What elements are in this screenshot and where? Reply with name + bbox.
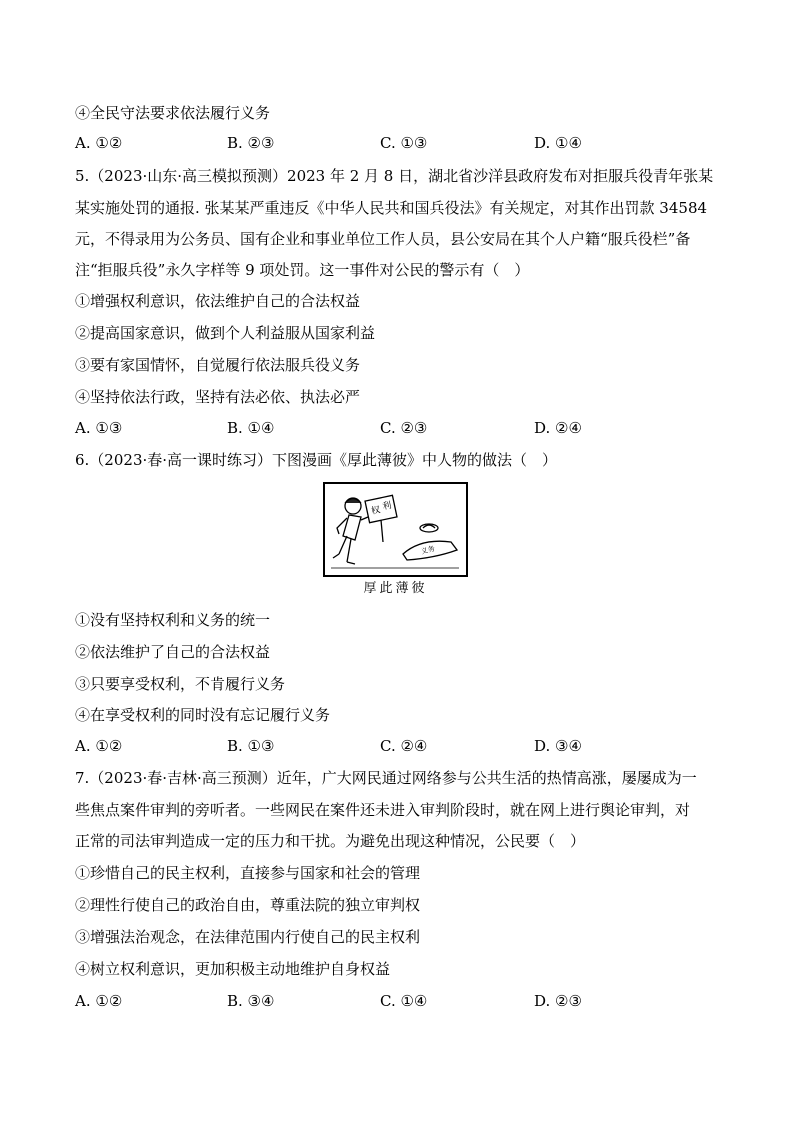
- cartoon-sign-right: 利: [381, 500, 393, 513]
- q5-option-d: D. ②④: [534, 419, 582, 437]
- q4-option-a: A. ①②: [75, 134, 123, 152]
- q7-statement-1: ①珍惜自己的民主权利，直接参与国家和社会的管理: [75, 864, 421, 882]
- q7-statement-3: ③增强法治观念，在法律范围内行使自己的民主权利: [75, 928, 421, 946]
- q5-option-c: C. ②③: [380, 419, 428, 437]
- q5-statement-2: ②提高国家意识，做到个人利益服从国家利益: [75, 324, 376, 342]
- q7-option-d: D. ②③: [534, 992, 582, 1010]
- q5-statement-4: ④坚持依法行政，坚持有法必依、执法必严: [75, 388, 361, 406]
- cartoon-drawing: [325, 484, 466, 575]
- q7-options: [75, 991, 725, 1011]
- q7-stem-line-2: 些焦点案件审判的旁听者。一些网民在案件还未进入审判阶段时，就在网上进行舆论审判，对: [75, 801, 691, 819]
- q5-statement-1: ①增强权利意识，依法维护自己的合法权益: [75, 292, 361, 310]
- q6-stem: 6.（2023·春·高一课时练习）下图漫画《厚此薄彼》中人物的做法（ ）: [75, 451, 558, 469]
- q4-option-c: C. ①③: [380, 134, 428, 152]
- q7-stem-line-3: 正常的司法审判造成一定的压力和干扰。为避免出现这种情况，公民要（ ）: [75, 832, 586, 850]
- q5-option-b: B. ①④: [227, 419, 275, 437]
- q6-option-d: D. ③④: [534, 737, 582, 755]
- q7-option-a: A. ①②: [75, 992, 123, 1010]
- cartoon-caption: 厚此薄彼: [363, 581, 428, 596]
- q6-statement-4: ④在享受权利的同时没有忘记履行义务: [75, 706, 331, 724]
- q5-statement-3: ③要有家国情怀，自觉履行依法服兵役义务: [75, 356, 361, 374]
- q4-statement-4: ④全民守法要求依法履行义务: [75, 104, 271, 122]
- q6-statement-3: ③只要享受权利，不肯履行义务: [75, 675, 286, 693]
- cartoon-paper-text: 义务: [420, 544, 436, 556]
- q4-option-b: B. ②③: [227, 134, 275, 152]
- q6-statement-2: ②依法维护了自己的合法权益: [75, 643, 271, 661]
- q4-option-d: D. ①④: [534, 134, 582, 152]
- q7-option-c: C. ①④: [380, 992, 428, 1010]
- q7-stem-line-1: 7.（2023·春·吉林·高三预测）近年，广大网民通过网络参与公共生活的热情高涨，屡屡成为一: [75, 769, 697, 787]
- q6-options: [75, 736, 725, 756]
- q5-stem-line-2: 某实施处罚的通报. 张某某严重违反《中华人民共和国兵役法》有关规定，对其作出罚款 34584: [75, 199, 708, 217]
- q5-option-a: A. ①③: [75, 419, 123, 437]
- q5-stem-line-4: 注“拒服兵役”永久字样等 9 项处罚。这一事件对公民的警示有（ ）: [75, 261, 530, 279]
- q6-option-b: B. ①③: [227, 737, 275, 755]
- q5-stem-line-3: 元，不得录用为公务员、国有企业和事业单位工作人员，县公安局在其个人户籍“服兵役栏”备: [75, 230, 691, 248]
- q7-option-b: B. ③④: [227, 992, 275, 1010]
- q6-option-c: C. ②④: [380, 737, 428, 755]
- q5-stem-line-1: 5.（2023·山东·高三模拟预测）2023 年 2 月 8 日，湖北省沙洋县政府发布对拒服兵役青年张某: [75, 167, 714, 185]
- q5-options: [75, 418, 725, 438]
- cartoon-image: [323, 482, 468, 577]
- q7-statement-4: ④树立权利意识，更加积极主动地维护自身权益: [75, 960, 391, 978]
- q6-option-a: A. ①②: [75, 737, 123, 755]
- cartoon-sign-left: 权: [370, 505, 382, 517]
- q6-statement-1: ①没有坚持权利和义务的统一: [75, 611, 271, 629]
- q4-options: [75, 133, 725, 153]
- q7-statement-2: ②理性行使自己的政治自由，尊重法院的独立审判权: [75, 896, 421, 914]
